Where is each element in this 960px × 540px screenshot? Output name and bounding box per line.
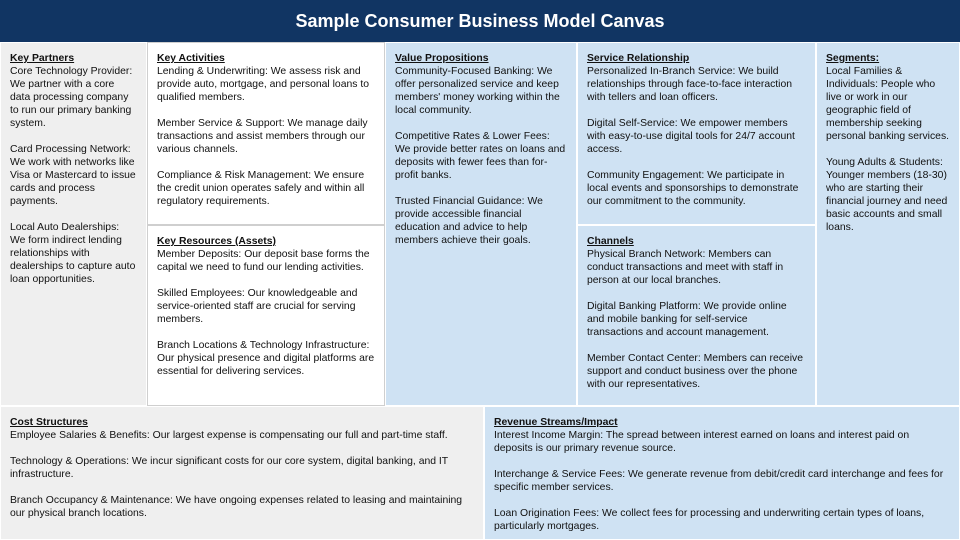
channels-box	[577, 225, 816, 406]
segments-item: Local Families & Individuals: People who live or work in our geographic field of membership seeking personal banking services.	[826, 66, 950, 142]
segments-box	[816, 42, 960, 406]
key-activities-item: Compliance & Risk Management: We ensure the credit union operates safely and within all regulatory requirements.	[157, 170, 365, 207]
cost-structures-box	[0, 406, 484, 540]
key-activities-item: Lending & Underwriting: We assess risk and provide auto, mortgage, and personal loans to qualified members.	[157, 66, 369, 103]
key-resources-box	[147, 225, 385, 406]
value-propositions-item: Competitive Rates & Lower Fees: We provide better rates on loans and deposits with fewer fees than for-profit banks.	[395, 131, 566, 181]
service-relationship-title: Service Relationship	[587, 53, 690, 64]
key-activities-item: Member Service & Support: We manage daily transactions and assist members through our various channels.	[157, 118, 368, 155]
channels-item: Member Contact Center: Members can receive support and conduct business over the phone with our representatives.	[587, 353, 803, 390]
key-partners-title: Key Partners	[10, 53, 75, 64]
key-resources-item: Skilled Employees: Our knowledgeable and service-oriented staff are crucial for serving members.	[157, 288, 358, 325]
key-partners-item: Local Auto Dealerships: We form indirect lending relationships with dealerships to capture auto loan opportunities.	[10, 222, 136, 285]
revenue-streams-item: Interchange & Service Fees: We generate revenue from debit/credit card interchange and fees for specific member services.	[494, 469, 944, 493]
service-relationship-item: Digital Self-Service: We empower members with easy-to-use digital tools for 24/7 account access.	[587, 118, 795, 155]
channels-item: Physical Branch Network: Members can conduct transactions and meet with staff in person at our local branches.	[587, 249, 784, 286]
cost-structures-item: Branch Occupancy & Maintenance: We have ongoing expenses related to leasing and maintaining our physical branch locations.	[10, 495, 463, 519]
cost-structures-title: Cost Structures	[10, 417, 88, 428]
key-partners-box	[0, 42, 147, 406]
revenue-streams-item: Loan Origination Fees: We collect fees for processing and underwriting certain types of loans, particularly mortgages.	[494, 508, 925, 532]
key-activities-title: Key Activities	[157, 53, 225, 64]
key-partners-item: Card Processing Network: We work with networks like Visa or Mastercard to issue cards and process payments.	[10, 144, 136, 207]
value-propositions-item: Trusted Financial Guidance: We provide accessible financial education and advice to help members achieve their goals.	[395, 196, 543, 246]
key-resources-item: Branch Locations & Technology Infrastructure: Our physical presence and digital platforms are essential for delivering services.	[157, 340, 375, 377]
revenue-streams-box	[484, 406, 960, 540]
channels-item: Digital Banking Platform: We provide online and mobile banking for self-service transactions and account management.	[587, 301, 787, 338]
service-relationship-item: Personalized In-Branch Service: We build relationships through face-to-face interaction with tellers and loan officers.	[587, 66, 793, 103]
channels-title: Channels	[587, 236, 634, 247]
key-resources-title: Key Resources (Assets)	[157, 236, 276, 247]
cost-structures-item: Employee Salaries & Benefits: Our largest expense is compensating our full and part-time staff.	[10, 430, 448, 441]
cost-structures-item: Technology & Operations: We incur significant costs for our core system, digital banking, and IT infrastructure.	[10, 456, 448, 480]
value-propositions-item: Community-Focused Banking: We offer personalized service and keep members' money working within the local community.	[395, 66, 560, 116]
key-activities-box	[147, 42, 385, 225]
page-title: Sample Consumer Business Model Canvas	[295, 10, 665, 31]
segments-title: Segments:	[826, 53, 880, 64]
revenue-streams-title: Revenue Streams/Impact	[494, 417, 618, 428]
revenue-streams-item: Interest Income Margin: The spread between interest earned on loans and interest paid on deposits is our primary revenue source.	[494, 430, 910, 454]
service-relationship-item: Community Engagement: We participate in local events and sponsorships to demonstrate our commitment to the community.	[587, 170, 799, 207]
canvas-header	[0, 0, 960, 42]
segments-item: Young Adults & Students: Younger members (18-30) who are starting their financial journey and need basic accounts and small loans.	[826, 157, 948, 233]
value-propositions-title: Value Propositions	[395, 53, 489, 64]
key-partners-item: Core Technology Provider: We partner with a core data processing company to run our primary banking system.	[10, 66, 133, 129]
value-propositions-box	[385, 42, 577, 406]
key-resources-item: Member Deposits: Our deposit base forms the capital we need to fund our lending activities.	[157, 249, 370, 273]
service-relationship-box	[577, 42, 816, 225]
